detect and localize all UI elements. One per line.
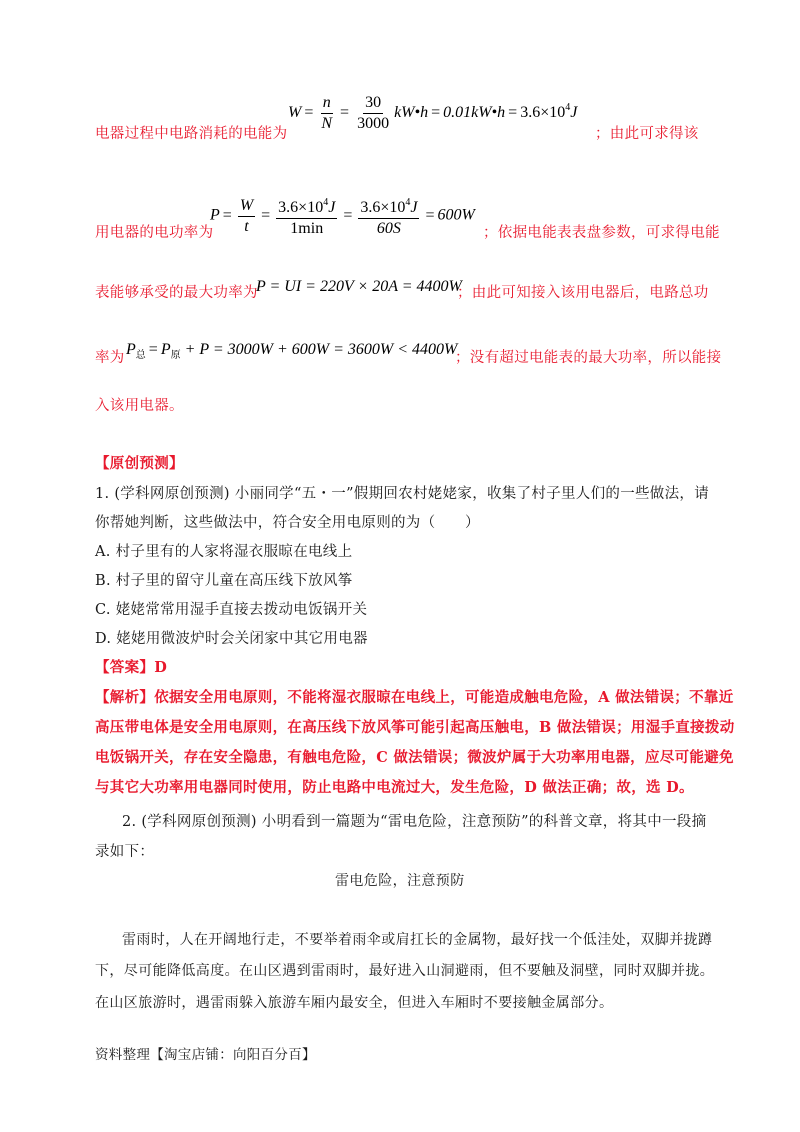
footer-note: 资料整理【淘宝店铺：向阳百分百】	[95, 1047, 316, 1063]
excerpt-line-3: 在山区旅游时，遇雷雨躲入旅游车厢内最安全，但进入车厢时不要接触金属部分。	[95, 995, 614, 1011]
answer-line	[95, 656, 167, 677]
analysis-line-4: 与其它大功率用电器同时使用，防止电路中电流过大，发生危险，D 做法正确；故，选 D。	[95, 779, 694, 796]
power-text-before: 用电器的电功率为	[95, 225, 214, 241]
conclusion-text: 入该用电器。	[95, 398, 184, 414]
max-power-text-after: ；由此可知接入该用电器后，电路总功	[457, 285, 709, 301]
power-formula: P = $\frac{W}{t}$ = $\frac{3.6\times 10^4J}{1\min}$ = $\frac{3.6\times 10^4J}{60S}$ = 600W	[210, 194, 475, 238]
q1-option-d: D. 姥姥用微波炉时会关闭家中其它用电器	[95, 631, 368, 647]
analysis-line-1: 【解析】依据安全用电原则，不能将湿衣服晾在电线上，可能造成触电危险，A 做法错误；不靠近	[95, 689, 734, 706]
excerpt-line-2: 下，尽可能降低高度。在山区遇到雷雨时，最好进入山洞避雨，但不要触及洞壁，同时双脚并拢。	[95, 963, 715, 979]
energy-text-before: 电器过程中电路消耗的电能为	[95, 126, 288, 142]
q1-stem-line1: 1. (学科网原创预测) 小丽同学“五・一”假期回农村姥姥家，收集了村子里人们的一些做法，请	[95, 486, 709, 502]
max-power-text-before: 表能够承受的最大功率为	[95, 285, 258, 301]
excerpt-line-1: 雷雨时，人在开阔地行走，不要举着雨伞或肩扛长的金属物，最好找一个低洼处，双脚并拢蹲	[122, 932, 713, 948]
q1-option-c: C. 姥姥常常用湿手直接去拨动电饭锅开关	[95, 602, 368, 618]
total-power-text-after: ；没有超过电能表的最大功率，所以能接	[455, 350, 722, 366]
energy-formula: W = $\frac{n}{N}$ = $\frac{30}{3000}$ kW•h = 0.01kW•h = $3.6\times 10^4J$	[288, 94, 578, 132]
answer-value: D	[154, 659, 168, 676]
energy-text-after: ；由此可求得该	[595, 126, 699, 142]
analysis-label: 【解析】	[95, 689, 155, 706]
analysis-line-3: 电饭锅开关，存在安全隐患，有触电危险，C 做法错误；微波炉属于大功率用电器，应尽可能避免	[95, 749, 734, 766]
answer-label: 【答案】	[95, 659, 155, 676]
section-title: 【原创预测】	[95, 455, 184, 472]
max-power-formula: P = UI = 220V × 20A = 4400W	[256, 278, 462, 295]
total-power-formula: $P_总 = P_原 + P = 3000W + 600W = 3600W < 4400W$	[126, 341, 458, 362]
excerpt-title: 雷电危险，注意预防	[335, 873, 465, 889]
q2-stem-line2: 录如下：	[95, 844, 155, 860]
q2-stem-line1: 2. (学科网原创预测) 小明看到一篇题为“雷电危险，注意预防”的科普文章，将其中一段摘	[122, 814, 707, 830]
q1-option-b: B. 村子里的留守儿童在高压线下放风筝	[95, 573, 353, 589]
total-power-text-before: 率为	[95, 350, 125, 366]
analysis-line-2: 高压带电体是安全用电原则，在高压线下放风筝可能引起高压触电，B 做法错误；用湿手直接拨动	[95, 719, 735, 736]
power-text-after: ；依据电能表表盘参数，可求得电能	[483, 225, 720, 241]
q1-option-a: A. 村子里有的人家将湿衣服晾在电线上	[95, 544, 353, 560]
q1-stem-line2: 你帮她判断，这些做法中，符合安全用电原则的为（ ）	[95, 515, 480, 531]
